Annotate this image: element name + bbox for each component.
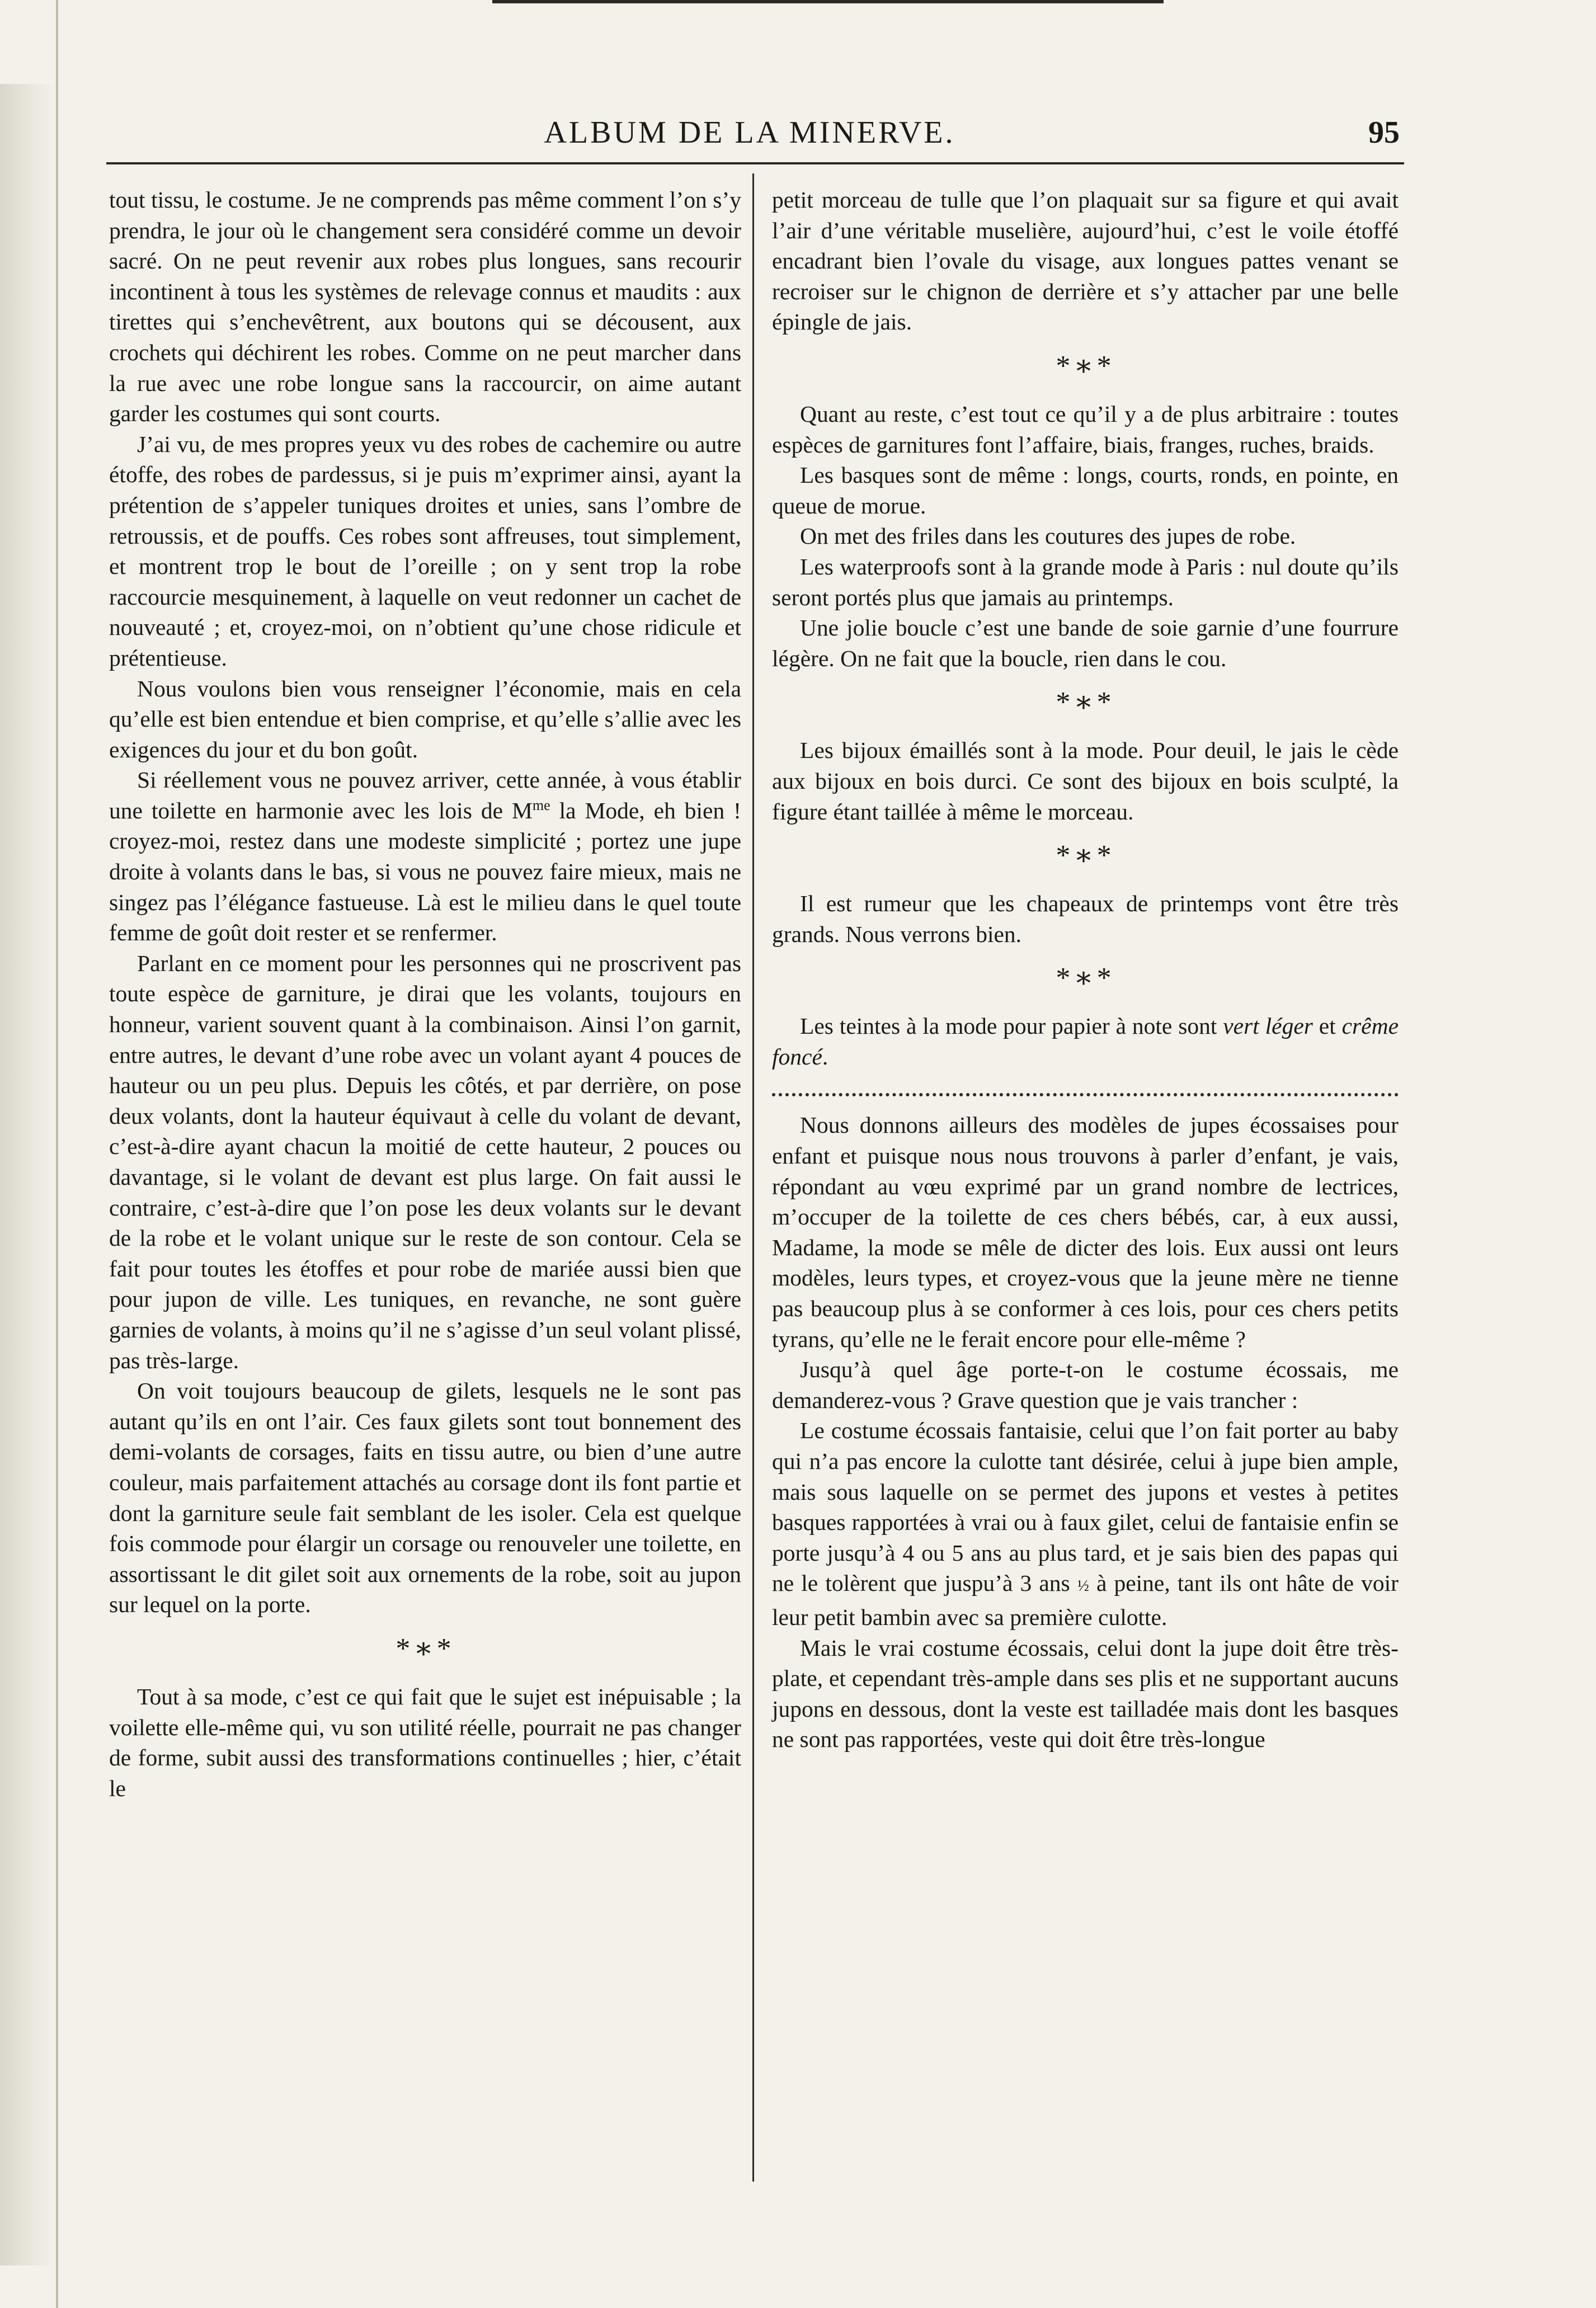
paragraph (772, 1415, 1399, 1632)
section-separator (772, 337, 1399, 399)
asterism: *∗* (396, 1632, 455, 1665)
dotted-separator (772, 1093, 1399, 1096)
section-separator (772, 827, 1399, 888)
asterism: *∗* (1056, 962, 1115, 995)
paragraph: petit morceau de tulle que l’on plaquait sur sa figure et qui avait l’air d’une véritable muselière, aujourd’hui, c’est le voile étoffé encadrant bien l’ovale du visage, aux longues pattes venant se recroiser sur le chignon de derrière et s’y attacher par une belle épingle de jais. (772, 187, 1399, 335)
section-separator (109, 1620, 741, 1681)
fraction: ½ (1077, 1577, 1089, 1595)
paragraph: Les waterproofs sont à la grande mode à Paris : nul doute qu’ils seront portés plus que jamais au printemps. (772, 553, 1399, 610)
column-rule (752, 173, 754, 2182)
paragraph: Jusqu’à quel âge porte-t-on le costume écossais, me demanderez-vous ? Grave question que je vais trancher : (772, 1356, 1399, 1413)
paragraph: tout tissu, le costume. Je ne comprends pas même comment l’on s’y prendra, le jour où le changement sera considéré comme un devoir sacré. On ne peut revenir aux robes plus longues, sans recourir incontinent à tous les systèmes de relevage connus et maudits : aux tirettes qui s’enchevêtrent, aux boutons qui se décousent, aux crochets qui déchirent les robes. Comme on ne peut marcher dans la rue avec une robe longue sans la raccourcir, on aime autant garder les costumes qui sont courts. (109, 187, 741, 427)
asterism: *∗* (1056, 686, 1115, 719)
left-column (109, 185, 741, 1803)
paragraph: Tout à sa mode, c’est ce qui fait que le sujet est inépuisable ; la voilette elle-même qui, vu son utilité réelle, pourrait ne pas changer de forme, subit aussi des transformations continuelles ; hier, c’était le (109, 1683, 741, 1801)
header-rule (106, 162, 1404, 164)
paragraph: J’ai vu, de mes propres yeux vu des robes de cachemire ou autre étoffe, des robes de pardessus, si je puis m’exprimer ainsi, ayant la prétention de s’appeler tuniques droites et unies, sans l’ombre de retroussis, et de pouffs. Ces robes sont affreuses, tout simplement, et montrent trop le bout de l’oreille ; on y sent trop la robe raccourcie mesquinement, à laquelle on veut redonner un cachet de nouveauté ; et, croyez-moi, on n’obtient qu’une chose ridicule et prétentieuse. (109, 431, 741, 671)
paragraph: Une jolie boucle c’est une bande de soie garnie d’une fourrure légère. On ne fait que la boucle, rien dans le cou. (772, 615, 1399, 671)
section-separator (772, 673, 1399, 735)
paragraph: Nous donnons ailleurs des modèles de jupes écossaises pour enfant et puisque nous nous trouvons à parler d’enfant, je vais, répondant au vœu exprimé par un grand nombre de lectrices, m’occuper de la toilette de ces chers bébés, car, à eux aussi, Madame, la mode se mêle de dicter des lois. Eux aussi ont leurs modèles, leurs types, et croyez-vous que la jeune mère ne tienne pas beaucoup plus à se conformer à ces lois, pour ces chers petits tyrans, qu’elle ne le ferait encore pour elle-même ? (772, 1112, 1399, 1352)
text-run: . (822, 1043, 828, 1070)
paragraph: Il est rumeur que les chapeaux de printemps vont être très grands. Nous verrons bien. (772, 891, 1399, 947)
text-run: la Mode, eh bien ! croyez-moi, restez dans une modeste simplicité ; portez une jupe droite à volants dans le bas, si vous ne pouvez faire mieux, mais ne singez pas l’élégance fastueuse. Là est le milieu dans le quel toute femme de goût doit rester et se renfermer. (109, 797, 741, 946)
adjacent-page-fragment (0, 84, 56, 2265)
italic-text: crême foncé (772, 1013, 1399, 1070)
paragraph: On voit toujours beaucoup de gilets, lesquels ne le sont pas autant qu’ils en ont l’air. Ces faux gilets sont tout bonnement des demi-volants de corsages, faits en tissu autre, ou bien d’une autre couleur, mais parfaitement attachés au corsage dont ils font partie et dont la garniture seule fait semblant de les isoler. Cela est quelque fois commode pour élargir un corsage ou renouveler une toilette, en assortissant le dit gilet soit aux ornements de la robe, soit au jupon sur lequel on la porte. (109, 1378, 741, 1618)
paragraph: On met des friles dans les coutures des jupes de robe. (800, 523, 1296, 549)
section-separator (772, 949, 1399, 1011)
paragraph: Parlant en ce moment pour les personnes qui ne proscrivent pas toute espèce de garniture, je dirai que les volants, toujours en honneur, varient souvent quant à la combinaison. Ainsi l’on garnit, entre autres, le devant d’une robe avec un volant ayant 4 pouces de hauteur ou un peu plus. Depuis les côtés, et par derrière, on pose deux volants, dont la hauteur équivaut à celle du volant de devant, c’est-à-dire ayant chacun la moitié de cette hauteur, 2 pouces ou davantage, si le volant de devant est plus large. On fait aussi le contraire, c’est-à-dire que l’on pose les deux volants sur le devant de la robe et le volant unique sur le reste de son contour. Cela se fait pour toutes les étoffes et pour robe de mariée aussi bien que pour jupon de ville. Les tuniques, en revanche, ne sont guère garnies de volants, à moins qu’il ne s’agisse d’un seul volant plissé, pas très-large. (109, 950, 741, 1373)
italic-text: vert léger (1223, 1013, 1313, 1039)
asterism: *∗* (1056, 840, 1115, 872)
asterism: *∗* (1056, 350, 1115, 382)
paragraph (109, 765, 741, 948)
text-run: à peine, tant ils ont hâte de voir leur petit bambin avec sa première culotte. (772, 1570, 1399, 1630)
page-fold (56, 0, 58, 2308)
paragraph (772, 1011, 1399, 1072)
paragraph: Quant au reste, c’est tout ce qu’il y a de plus arbitraire : toutes espèces de garnitures font l’affaire, biais, franges, ruches, braids. (772, 401, 1399, 458)
paragraph: Mais le vrai costume écossais, celui dont la jupe doit être très-plate, et cependant très-ample dans ses plis et ne supportant aucuns jupons en dessous, dont la veste est tailladée mais dont les basques ne sont pas rapportées, veste qui doit être très-longue (772, 1635, 1399, 1753)
text-run: Si réellement vous ne pouvez arriver, cette année, à vous établir une toilette en harmonie avec les lois de M (109, 767, 741, 823)
text-run: Les teintes à la mode pour papier à note sont (800, 1013, 1223, 1039)
text-run: Le costume écossais fantaisie, celui que l’on fait porter au baby qui n’a pas encore la culotte tant désirée, celui à jupe bien ample, mais sous laquelle on se permet des jupons et vestes à petites basques rapportées à vrai ou à faux gilet, celui de fantaisie enfin se porte jusqu’à 4 ou 5 ans au plus tard, et je sais bien des papas qui ne le tolèrent que juspu’à 3 ans (772, 1417, 1399, 1596)
running-header (106, 115, 1400, 159)
right-column (772, 185, 1399, 1755)
superscript: me (532, 797, 550, 814)
journal-title: ALBUM DE LA MINERVE. (544, 115, 955, 150)
paragraph: Les bijoux émaillés sont à la mode. Pour deuil, le jais le cède aux bijoux en bois durci. Ce sont des bijoux en bois sculpté, la figure étant taillée à même le morceau. (772, 737, 1399, 825)
paragraph: Nous voulons bien vous renseigner l’économie, mais en cela qu’elle est bien entendue et bien comprise, et qu’elle s’allie avec les exigences du jour et du bon goût. (109, 675, 741, 762)
page-number: 95 (1368, 115, 1400, 150)
paragraph: Les basques sont de même : longs, courts, ronds, en pointe, en queue de morue. (772, 462, 1399, 519)
top-rule (492, 0, 1164, 3)
text-run: et (1312, 1013, 1342, 1039)
